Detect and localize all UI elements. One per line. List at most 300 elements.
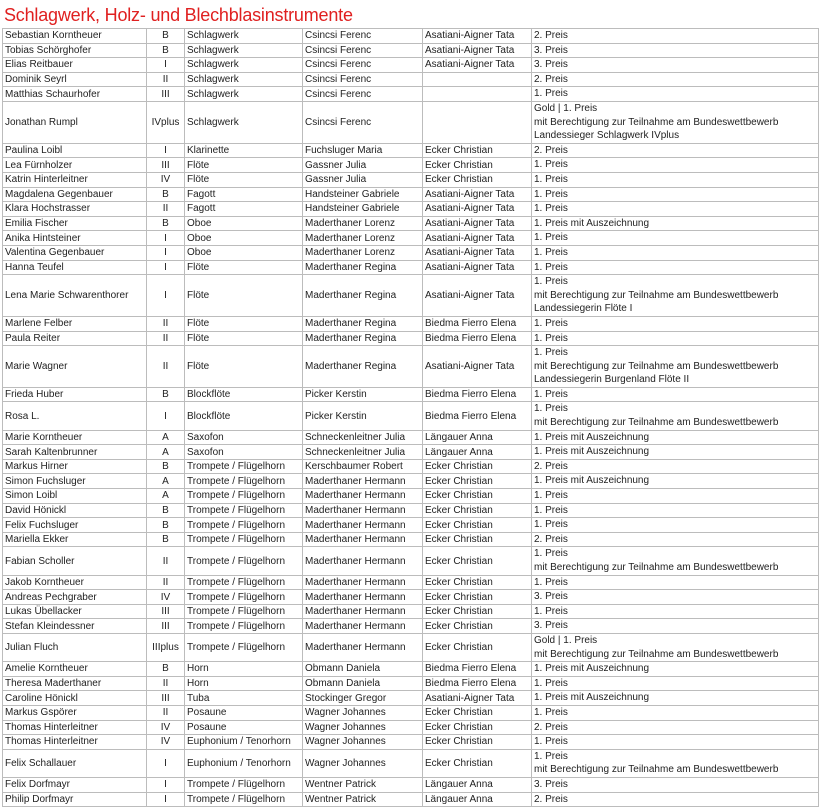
accompanist-cell: Asatiani-Aigner Tata [423, 29, 532, 44]
teacher-cell: Obmann Daniela [303, 676, 423, 691]
teacher-cell: Picker Kerstin [303, 387, 423, 402]
teacher-cell: Maderthaner Hermann [303, 575, 423, 590]
result-line: 1. Preis [534, 276, 568, 288]
table-row [3, 518, 819, 533]
accompanist-cell: Ecker Christian [423, 489, 532, 504]
accompanist-cell: Asatiani-Aigner Tata [423, 260, 532, 275]
level-cell: IIIplus [147, 633, 185, 661]
instrument-cell: Schlagwerk [185, 43, 303, 58]
accompanist-cell: Längauer Anna [423, 430, 532, 445]
table-row [3, 575, 819, 590]
participant-name-cell: Tobias Schörghofer [3, 43, 147, 58]
participant-name-cell: Marie Korntheuer [3, 430, 147, 445]
result-cell [532, 202, 819, 217]
teacher-cell: Csincsi Ferenc [303, 29, 423, 44]
table-row [3, 619, 819, 634]
accompanist-cell: Ecker Christian [423, 749, 532, 777]
table-row [3, 158, 819, 173]
result-line: 2. Preis [534, 30, 568, 41]
result-line: 1. Preis [534, 706, 568, 718]
instrument-cell: Euphonium / Tenorhorn [185, 735, 303, 750]
teacher-cell: Stockinger Gregor [303, 691, 423, 706]
participant-name-cell: Lea Fürnholzer [3, 158, 147, 173]
result-cell [532, 245, 819, 260]
table-row [3, 402, 819, 430]
result-line: 1. Preis mit Auszeichnung [534, 217, 650, 229]
table-row [3, 777, 819, 792]
instrument-cell: Trompete / Flügelhorn [185, 503, 303, 518]
table-row [3, 547, 819, 575]
participant-name-cell: Fabian Scholler [3, 547, 147, 575]
result-cell [532, 29, 819, 44]
result-cell [532, 72, 819, 87]
participant-name-cell: Paulina Loibl [3, 143, 147, 158]
table-row [3, 187, 819, 202]
accompanist-cell: Längauer Anna [423, 777, 532, 792]
level-cell: I [147, 402, 185, 430]
teacher-cell: Handsteiner Gabriele [303, 202, 423, 217]
teacher-cell: Maderthaner Hermann [303, 474, 423, 489]
table-row [3, 430, 819, 445]
result-cell [532, 676, 819, 691]
instrument-cell: Fagott [185, 202, 303, 217]
participant-name-cell: Katrin Hinterleitner [3, 172, 147, 187]
table-row [3, 331, 819, 346]
result-cell [532, 474, 819, 489]
table-row [3, 143, 819, 158]
table-row [3, 445, 819, 460]
result-cell [532, 158, 819, 173]
accompanist-cell: Asatiani-Aigner Tata [423, 231, 532, 246]
instrument-cell: Schlagwerk [185, 72, 303, 87]
result-line: 1. Preis [534, 548, 568, 560]
accompanist-cell: Ecker Christian [423, 474, 532, 489]
result-line: Gold | 1. Preis [534, 102, 598, 114]
result-line: 1. Preis [534, 261, 568, 273]
participant-name-cell: Elias Reitbauer [3, 58, 147, 73]
accompanist-cell: Ecker Christian [423, 518, 532, 533]
table-row [3, 792, 819, 807]
accompanist-cell: Asatiani-Aigner Tata [423, 58, 532, 73]
accompanist-cell: Ecker Christian [423, 735, 532, 750]
result-line: mit Berechtigung zur Teilnahme am Bundeswettbewerb [534, 417, 779, 429]
teacher-cell: Csincsi Ferenc [303, 58, 423, 73]
level-cell: III [147, 619, 185, 634]
participant-name-cell: David Hönickl [3, 503, 147, 518]
instrument-cell: Trompete / Flügelhorn [185, 590, 303, 605]
participant-name-cell: Matthias Schaurhofer [3, 87, 147, 102]
instrument-cell: Tuba [185, 691, 303, 706]
instrument-cell: Trompete / Flügelhorn [185, 459, 303, 474]
result-cell [532, 43, 819, 58]
teacher-cell: Maderthaner Lorenz [303, 216, 423, 231]
participant-name-cell: Simon Fuchsluger [3, 474, 147, 489]
instrument-cell: Flöte [185, 331, 303, 346]
participant-name-cell: Markus Gspörer [3, 705, 147, 720]
result-line: 3. Preis [534, 591, 568, 603]
instrument-cell: Euphonium / Tenorhorn [185, 749, 303, 777]
accompanist-cell [423, 101, 532, 143]
instrument-cell: Trompete / Flügelhorn [185, 619, 303, 634]
instrument-cell: Horn [185, 662, 303, 677]
participant-name-cell: Simon Loibl [3, 489, 147, 504]
accompanist-cell: Ecker Christian [423, 172, 532, 187]
instrument-cell: Trompete / Flügelhorn [185, 604, 303, 619]
accompanist-cell: Asatiani-Aigner Tata [423, 202, 532, 217]
participant-name-cell: Anika Hintsteiner [3, 231, 147, 246]
level-cell: I [147, 245, 185, 260]
participant-name-cell: Theresa Maderthaner [3, 676, 147, 691]
participant-name-cell: Stefan Kleindessner [3, 619, 147, 634]
table-row [3, 459, 819, 474]
result-line: 3. Preis [534, 620, 568, 632]
result-line: 1. Preis [534, 246, 568, 258]
teacher-cell: Maderthaner Regina [303, 260, 423, 275]
result-cell [532, 316, 819, 331]
level-cell: B [147, 43, 185, 58]
instrument-cell: Trompete / Flügelhorn [185, 518, 303, 533]
result-cell [532, 575, 819, 590]
teacher-cell: Maderthaner Hermann [303, 518, 423, 533]
result-line: 2. Preis [534, 793, 568, 805]
teacher-cell: Maderthaner Lorenz [303, 245, 423, 260]
accompanist-cell: Biedma Fierro Elena [423, 387, 532, 402]
participant-name-cell: Klara Hochstrasser [3, 202, 147, 217]
teacher-cell: Maderthaner Hermann [303, 619, 423, 634]
result-line: 1. Preis mit Auszeichnung [534, 475, 650, 487]
instrument-cell: Trompete / Flügelhorn [185, 489, 303, 504]
accompanist-cell: Biedma Fierro Elena [423, 402, 532, 430]
table-row [3, 202, 819, 217]
level-cell: II [147, 676, 185, 691]
accompanist-cell: Ecker Christian [423, 459, 532, 474]
level-cell: II [147, 575, 185, 590]
instrument-cell: Schlagwerk [185, 101, 303, 143]
instrument-cell: Flöte [185, 346, 303, 388]
instrument-cell: Trompete / Flügelhorn [185, 474, 303, 489]
table-row [3, 633, 819, 661]
result-line: 1. Preis [534, 347, 568, 359]
level-cell: I [147, 231, 185, 246]
result-line: Landessiegerin Flöte I [534, 303, 633, 315]
results-table-body [3, 29, 819, 807]
level-cell: II [147, 705, 185, 720]
teacher-cell: Maderthaner Hermann [303, 532, 423, 547]
result-line: 1. Preis [534, 750, 568, 762]
level-cell: III [147, 691, 185, 706]
result-line: 2. Preis [534, 144, 568, 156]
level-cell: II [147, 202, 185, 217]
participant-name-cell: Hanna Teufel [3, 260, 147, 275]
accompanist-cell: Ecker Christian [423, 705, 532, 720]
accompanist-cell: Ecker Christian [423, 143, 532, 158]
participant-name-cell: Philip Dorfmayr [3, 792, 147, 807]
result-line: 1. Preis [534, 403, 568, 415]
level-cell: III [147, 87, 185, 102]
teacher-cell: Maderthaner Hermann [303, 503, 423, 518]
level-cell: III [147, 604, 185, 619]
result-cell [532, 662, 819, 677]
accompanist-cell: Ecker Christian [423, 575, 532, 590]
teacher-cell: Maderthaner Hermann [303, 633, 423, 661]
participant-name-cell: Caroline Hönickl [3, 691, 147, 706]
table-row [3, 101, 819, 143]
instrument-cell: Trompete / Flügelhorn [185, 532, 303, 547]
teacher-cell: Csincsi Ferenc [303, 101, 423, 143]
teacher-cell: Wentner Patrick [303, 777, 423, 792]
result-line: 1. Preis [534, 490, 568, 502]
teacher-cell: Maderthaner Regina [303, 275, 423, 317]
result-line: mit Berechtigung zur Teilnahme am Bundeswettbewerb [534, 764, 779, 776]
participant-name-cell: Marie Wagner [3, 346, 147, 388]
result-line: 1. Preis [534, 736, 568, 748]
table-row [3, 72, 819, 87]
result-line: mit Berechtigung zur Teilnahme am Bundeswettbewerb [534, 648, 779, 660]
result-line: 3. Preis [534, 59, 568, 71]
table-row [3, 532, 819, 547]
participant-name-cell: Sarah Kaltenbrunner [3, 445, 147, 460]
participant-name-cell: Felix Schallauer [3, 749, 147, 777]
accompanist-cell: Asatiani-Aigner Tata [423, 275, 532, 317]
participant-name-cell: Mariella Ekker [3, 532, 147, 547]
participant-name-cell: Markus Hirner [3, 459, 147, 474]
participant-name-cell: Andreas Pechgraber [3, 590, 147, 605]
level-cell: B [147, 387, 185, 402]
accompanist-cell: Längauer Anna [423, 792, 532, 807]
result-cell [532, 777, 819, 792]
accompanist-cell: Biedma Fierro Elena [423, 316, 532, 331]
participant-name-cell: Emilia Fischer [3, 216, 147, 231]
result-line: 1. Preis [534, 332, 568, 344]
result-line: 1. Preis [534, 677, 568, 689]
accompanist-cell: Ecker Christian [423, 720, 532, 735]
table-row [3, 346, 819, 388]
teacher-cell: Picker Kerstin [303, 402, 423, 430]
participant-name-cell: Julian Fluch [3, 633, 147, 661]
level-cell: B [147, 29, 185, 44]
teacher-cell: Maderthaner Regina [303, 331, 423, 346]
instrument-cell: Trompete / Flügelhorn [185, 633, 303, 661]
accompanist-cell: Asatiani-Aigner Tata [423, 216, 532, 231]
table-row [3, 489, 819, 504]
instrument-cell: Schlagwerk [185, 29, 303, 44]
teacher-cell: Gassner Julia [303, 172, 423, 187]
accompanist-cell: Ecker Christian [423, 158, 532, 173]
table-row [3, 474, 819, 489]
instrument-cell: Saxofon [185, 445, 303, 460]
result-line: mit Berechtigung zur Teilnahme am Bundeswettbewerb [534, 360, 779, 372]
result-line: mit Berechtigung zur Teilnahme am Bundeswettbewerb [534, 116, 779, 128]
level-cell: B [147, 216, 185, 231]
teacher-cell: Gassner Julia [303, 158, 423, 173]
level-cell: B [147, 503, 185, 518]
participant-name-cell: Amelie Korntheuer [3, 662, 147, 677]
result-cell [532, 547, 819, 575]
result-cell [532, 331, 819, 346]
result-cell [532, 518, 819, 533]
result-cell [532, 792, 819, 807]
table-row [3, 172, 819, 187]
instrument-cell: Posaune [185, 705, 303, 720]
instrument-cell: Flöte [185, 172, 303, 187]
level-cell: B [147, 532, 185, 547]
teacher-cell: Maderthaner Hermann [303, 489, 423, 504]
teacher-cell: Csincsi Ferenc [303, 87, 423, 102]
participant-name-cell: Jonathan Rumpl [3, 101, 147, 143]
table-row [3, 29, 819, 44]
participant-name-cell: Paula Reiter [3, 331, 147, 346]
teacher-cell: Maderthaner Regina [303, 316, 423, 331]
instrument-cell: Flöte [185, 158, 303, 173]
level-cell: I [147, 749, 185, 777]
result-line: 1. Preis [534, 188, 568, 200]
instrument-cell: Posaune [185, 720, 303, 735]
result-line: 3. Preis [534, 44, 568, 56]
result-line: 2. Preis [534, 73, 568, 85]
result-cell [532, 187, 819, 202]
result-cell [532, 143, 819, 158]
result-cell [532, 619, 819, 634]
result-line: 1. Preis [534, 317, 568, 329]
result-cell [532, 346, 819, 388]
teacher-cell: Fuchsluger Maria [303, 143, 423, 158]
level-cell: II [147, 331, 185, 346]
accompanist-cell: Längauer Anna [423, 445, 532, 460]
result-cell [532, 720, 819, 735]
instrument-cell: Saxofon [185, 430, 303, 445]
level-cell: B [147, 662, 185, 677]
instrument-cell: Flöte [185, 275, 303, 317]
accompanist-cell: Ecker Christian [423, 604, 532, 619]
result-line: 2. Preis [534, 533, 568, 545]
accompanist-cell: Asatiani-Aigner Tata [423, 691, 532, 706]
accompanist-cell: Ecker Christian [423, 633, 532, 661]
level-cell: I [147, 143, 185, 158]
result-cell [532, 101, 819, 143]
instrument-cell: Schlagwerk [185, 87, 303, 102]
level-cell: IV [147, 735, 185, 750]
result-cell [532, 87, 819, 102]
result-cell [532, 590, 819, 605]
level-cell: II [147, 547, 185, 575]
page-title: Schlagwerk, Holz- und Blechblasinstrumente [4, 5, 353, 25]
accompanist-cell: Biedma Fierro Elena [423, 676, 532, 691]
participant-name-cell: Dominik Seyrl [3, 72, 147, 87]
result-cell [532, 633, 819, 661]
table-row [3, 260, 819, 275]
result-line: 1. Preis mit Auszeichnung [534, 663, 650, 675]
table-row [3, 691, 819, 706]
level-cell: IV [147, 590, 185, 605]
table-row [3, 720, 819, 735]
result-cell [532, 503, 819, 518]
instrument-cell: Horn [185, 676, 303, 691]
participant-name-cell: Magdalena Gegenbauer [3, 187, 147, 202]
result-cell [532, 387, 819, 402]
accompanist-cell [423, 87, 532, 102]
teacher-cell: Csincsi Ferenc [303, 43, 423, 58]
result-cell [532, 691, 819, 706]
result-line: 1. Preis [534, 576, 568, 588]
accompanist-cell [423, 72, 532, 87]
table-row [3, 676, 819, 691]
table-row [3, 58, 819, 73]
teacher-cell: Handsteiner Gabriele [303, 187, 423, 202]
result-cell [532, 705, 819, 720]
result-line: Landessiegerin Burgenland Flöte II [534, 374, 690, 386]
table-row [3, 735, 819, 750]
accompanist-cell: Ecker Christian [423, 503, 532, 518]
table-row [3, 231, 819, 246]
level-cell: I [147, 777, 185, 792]
table-row [3, 387, 819, 402]
teacher-cell: Wagner Johannes [303, 749, 423, 777]
teacher-cell: Schneckenleitner Julia [303, 445, 423, 460]
result-cell [532, 231, 819, 246]
result-cell [532, 489, 819, 504]
level-cell: II [147, 316, 185, 331]
level-cell: B [147, 459, 185, 474]
participant-name-cell: Jakob Korntheuer [3, 575, 147, 590]
instrument-cell: Oboe [185, 216, 303, 231]
level-cell: III [147, 158, 185, 173]
result-line: 1. Preis [534, 605, 568, 617]
instrument-cell: Blockflöte [185, 387, 303, 402]
result-line: 1. Preis [534, 173, 568, 185]
table-row [3, 43, 819, 58]
result-line: 1. Preis [534, 203, 568, 215]
instrument-cell: Flöte [185, 316, 303, 331]
table-row [3, 503, 819, 518]
level-cell: I [147, 792, 185, 807]
participant-name-cell: Valentina Gegenbauer [3, 245, 147, 260]
level-cell: IVplus [147, 101, 185, 143]
teacher-cell: Maderthaner Regina [303, 346, 423, 388]
accompanist-cell: Biedma Fierro Elena [423, 331, 532, 346]
level-cell: A [147, 474, 185, 489]
result-cell [532, 172, 819, 187]
level-cell: A [147, 430, 185, 445]
result-cell [532, 430, 819, 445]
participant-name-cell: Sebastian Korntheuer [3, 29, 147, 44]
result-cell [532, 604, 819, 619]
level-cell: I [147, 260, 185, 275]
accompanist-cell: Ecker Christian [423, 619, 532, 634]
participant-name-cell: Rosa L. [3, 402, 147, 430]
result-line: 1. Preis [534, 504, 568, 516]
level-cell: II [147, 72, 185, 87]
instrument-cell: Trompete / Flügelhorn [185, 575, 303, 590]
accompanist-cell: Asatiani-Aigner Tata [423, 346, 532, 388]
result-line: 1. Preis mit Auszeichnung [534, 431, 650, 443]
level-cell: I [147, 58, 185, 73]
teacher-cell: Wentner Patrick [303, 792, 423, 807]
accompanist-cell: Ecker Christian [423, 532, 532, 547]
teacher-cell: Maderthaner Hermann [303, 547, 423, 575]
table-row [3, 87, 819, 102]
teacher-cell: Wagner Johannes [303, 705, 423, 720]
level-cell: B [147, 187, 185, 202]
table-row [3, 316, 819, 331]
result-cell [532, 216, 819, 231]
instrument-cell: Fagott [185, 187, 303, 202]
accompanist-cell: Asatiani-Aigner Tata [423, 43, 532, 58]
instrument-cell: Blockflöte [185, 402, 303, 430]
table-row [3, 662, 819, 677]
level-cell: IV [147, 720, 185, 735]
result-cell [532, 459, 819, 474]
result-line: 3. Preis [534, 778, 568, 790]
